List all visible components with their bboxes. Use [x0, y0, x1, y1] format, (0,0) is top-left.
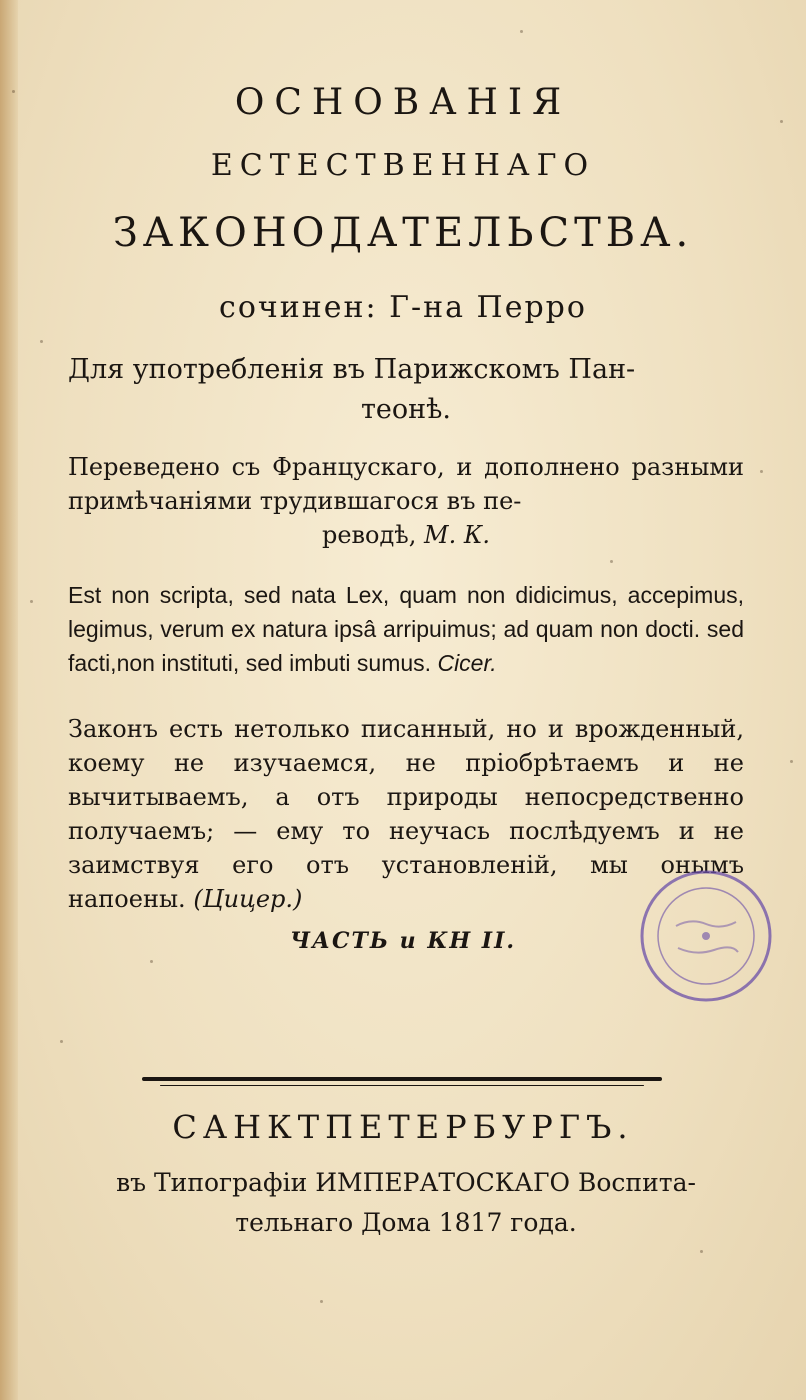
city-line: САНКТПЕТЕРБУРГЪ. — [172, 1108, 634, 1146]
title-line-1: ОСНОВАНІЯ — [234, 82, 572, 123]
latin-epigraph-text: Est non scripta, sed nata Lex, quam non didicimus, accepimus, legimus, verum ex natura ipsâ arripuimus; ad quam non docti. sed facti,non instituti, sed imbuti sumus. — [68, 582, 744, 676]
usage-note — [68, 350, 744, 430]
translation-end — [68, 518, 744, 552]
translation-text-end: реводѣ, — [321, 521, 417, 549]
imprint-line-2: тельнаго Дома 1817 года. — [235, 1208, 577, 1237]
divider-rule-thin — [160, 1085, 644, 1086]
library-stamp — [636, 866, 776, 1006]
usage-text: Для употребленія въ Парижскомъ Пан- — [68, 354, 636, 385]
russian-epigraph-attribution: (Цицер.) — [193, 885, 303, 913]
title-line-2: ЕСТЕСТВЕННАГО — [210, 148, 596, 183]
imprint-line-1: въ Типографіи ИМПЕРАТОСКАГО Воспита- — [116, 1168, 696, 1197]
imprint — [68, 1163, 744, 1243]
usage-text-end: теонѣ. — [360, 394, 452, 425]
part-label: ЧАСТЬ и КН II. — [289, 928, 517, 954]
author-line: сочинен: Г-на Перро — [219, 290, 587, 325]
latin-epigraph — [68, 578, 744, 680]
russian-epigraph-text: Законъ есть нетолько писанный, но и врожденный, коему не изучаемся, не пріобрѣтаемъ и не вычитываемъ, а отъ природы непосредственно получаемъ; — ему то неучась послѣдуемъ и не заимствуя его отъ установленій, мы онымъ напоены. — [68, 715, 744, 913]
translation-note — [68, 450, 744, 552]
latin-epigraph-attribution: Cicer. — [437, 650, 497, 676]
divider-rule — [142, 1077, 662, 1081]
translator-initials: М. К. — [424, 521, 491, 549]
title-line-3: ЗАКОНОДАТЕЛЬСТВА. — [112, 210, 694, 256]
translation-text: Переведено съ Францускаго, и дополнено разными примѣчаніями трудившагося въ пе- — [68, 453, 744, 515]
